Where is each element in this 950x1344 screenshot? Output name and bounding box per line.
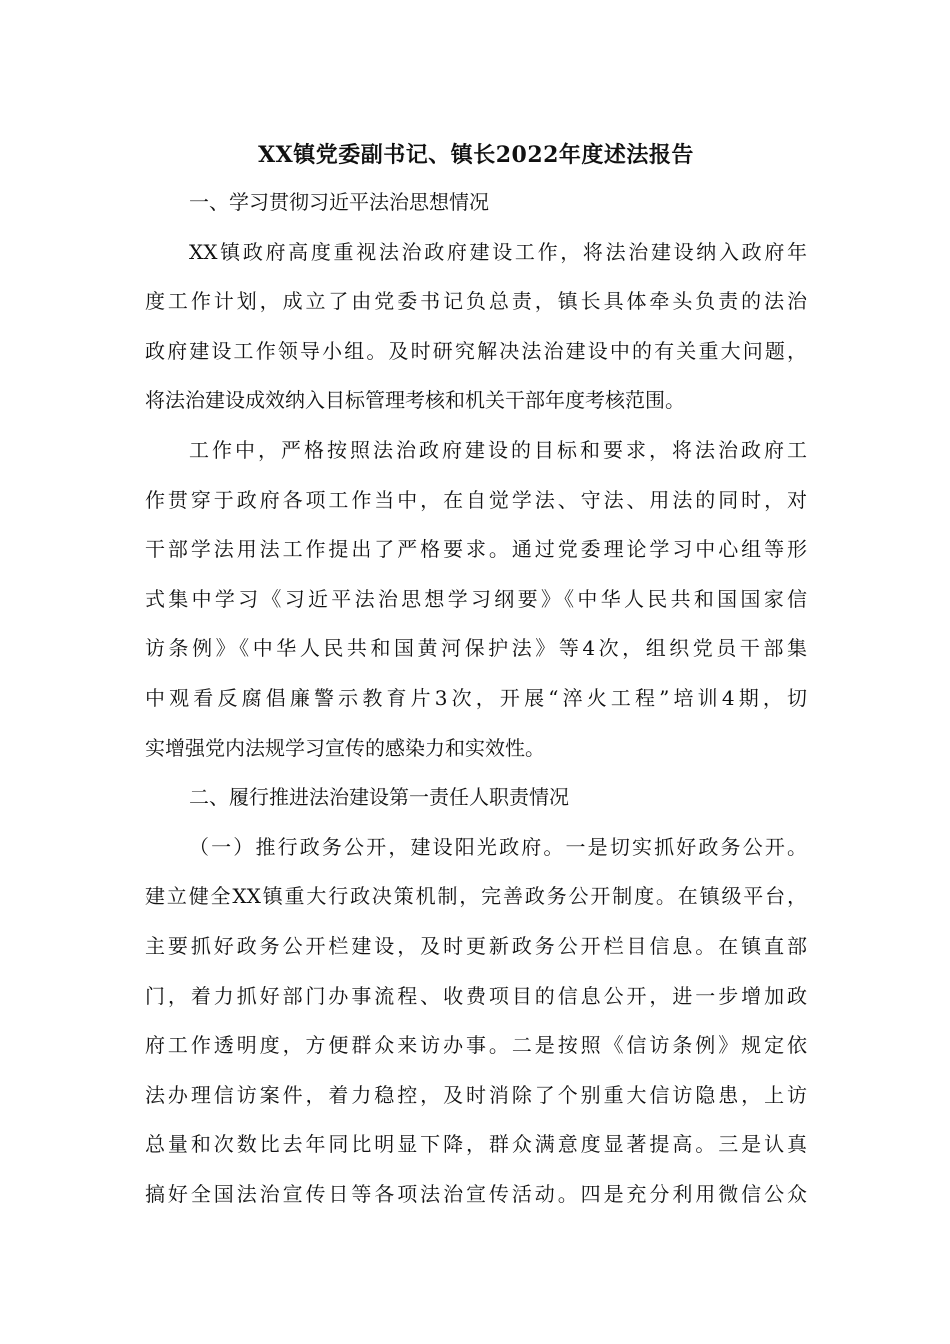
text-line: 干部学法用法工作提出了严格要求。通过党委理论学习中心组等形 <box>145 537 807 562</box>
text-line: 总量和次数比去年同比明显下降，群众满意度显著提高。三是认真 <box>145 1132 807 1157</box>
text-line: 式集中学习《习近平法治思想学习纲要》《中华人民共和国国家信 <box>145 586 807 611</box>
text-line: 二、履行推进法治建设第一责任人职责情况 <box>189 785 569 810</box>
text-line: 法办理信访案件，着力稳控，及时消除了个别重大信访隐患，上访 <box>145 1082 807 1107</box>
text-line: 访条例》《中华人民共和国黄河保护法》等4次，组织党员干部集 <box>145 636 807 661</box>
text-line: 中观看反腐倡廉警示教育片3次，开展“淬火工程”培训4期，切 <box>145 685 807 710</box>
text-line: 搞好全国法治宣传日等各项法治宣传活动。四是充分利用微信公众 <box>145 1181 807 1206</box>
document-body <box>145 178 807 1219</box>
text-line: 建立健全XX镇重大行政决策机制，完善政务公开制度。在镇级平台， <box>145 884 807 909</box>
paragraph <box>145 823 807 1220</box>
text-line: XX镇政府高度重视法治政府建设工作，将法治建设纳入政府年 <box>189 239 807 264</box>
text-line: 作贯穿于政府各项工作当中，在自觉学法、守法、用法的同时，对 <box>145 487 807 512</box>
document-title: XX镇党委副书记、镇长2022年度述法报告 <box>258 142 694 168</box>
text-line: 一、学习贯彻习近平法治思想情况 <box>189 190 489 214</box>
text-line: 将法治建设成效纳入目标管理考核和机关干部年度考核范围。 <box>145 388 685 413</box>
text-line: 府工作透明度，方便群众来访办事。二是按照《信访条例》规定依 <box>145 1033 807 1058</box>
text-line: 工作中，严格按照法治政府建设的目标和要求，将法治政府工 <box>189 437 807 462</box>
text-line: 实增强党内法规学习宣传的感染力和实效性。 <box>145 735 545 760</box>
text-line: 政府建设工作领导小组。及时研究解决法治建设中的有关重大问题， <box>145 338 807 363</box>
text-line: （一）推行政务公开，建设阳光政府。一是切实抓好政务公开。 <box>189 834 807 859</box>
paragraph <box>145 426 807 773</box>
text-line: 度工作计划，成立了由党委书记负总责，镇长具体牵头负责的法治 <box>145 289 807 314</box>
section-heading <box>145 773 807 823</box>
text-line: 主要抓好政务公开栏建设，及时更新政务公开栏目信息。在镇直部 <box>145 933 807 958</box>
section-heading <box>145 178 807 228</box>
text-line: 门，着力抓好部门办事流程、收费项目的信息公开，进一步增加政 <box>145 983 807 1008</box>
paragraph <box>145 228 807 426</box>
document-page <box>145 132 807 1219</box>
